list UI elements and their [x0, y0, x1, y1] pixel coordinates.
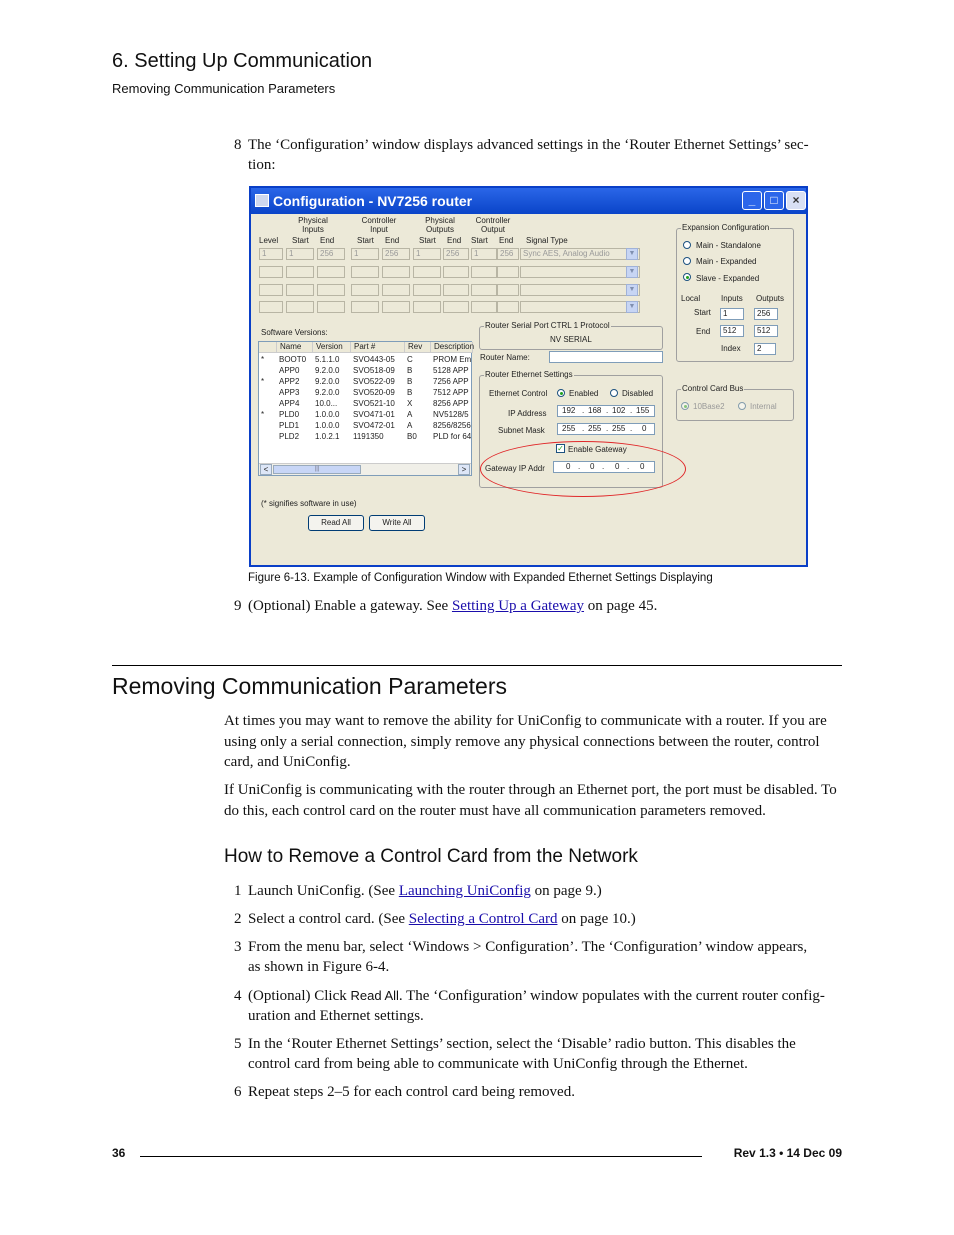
in-use-marker: * [261, 355, 265, 364]
table-cell: SVO518-09 [353, 366, 395, 375]
in-use-marker [259, 366, 277, 376]
table-cell: NV5128/5 [433, 410, 469, 419]
window-title: Configuration - NV7256 router [273, 193, 473, 209]
table-cell: 5128 APP [433, 366, 469, 375]
empty-field[interactable] [413, 266, 441, 278]
empty-field[interactable] [413, 284, 441, 296]
main-expanded-radio[interactable] [683, 257, 691, 265]
slave-expanded-radio[interactable] [683, 273, 691, 281]
empty-field[interactable] [351, 284, 379, 296]
enable-gateway-checkbox[interactable]: ✓ [557, 444, 564, 453]
selecting-control-card-link[interactable]: Selecting a Control Card [408, 911, 558, 927]
empty-field[interactable] [259, 266, 283, 278]
close-icon[interactable]: × [786, 191, 806, 210]
list-item: 2 Select a control card. (See Selecting a Control Card on page 10.) [234, 911, 636, 927]
phys-out-end-field[interactable]: 256 [443, 248, 469, 260]
list-item: 5 In the ‘Router Ethernet Settings’ section, select the ‘Disable’ radio button. This disables the control card from being able to communicate with UniConfig through the Ethernet. [234, 1036, 796, 1072]
list-item: 6 Repeat steps 2–5 for each control card being removed. [234, 1084, 575, 1100]
empty-field[interactable] [471, 284, 497, 296]
footer-rule [140, 1156, 702, 1157]
enabled-radio[interactable] [557, 389, 565, 397]
router-name-label: Router Name: [480, 353, 530, 362]
table-cell: 10.0... [315, 399, 338, 408]
router-name-input[interactable] [549, 351, 663, 363]
write-all-button[interactable]: Write All [369, 515, 425, 531]
section-title: Removing Communication Parameters [112, 673, 507, 699]
highlight-ellipse [480, 441, 686, 497]
in-use-marker: * [261, 410, 265, 419]
col-header-start: Start [357, 236, 374, 245]
table-cell: 1191350 [353, 432, 384, 441]
table-cell: A [407, 421, 413, 430]
empty-field[interactable] [286, 284, 314, 296]
col-group-controller-input: Controller Input [361, 216, 397, 234]
phys-in-start-field[interactable]: 1 [286, 248, 314, 260]
in-use-marker [259, 432, 277, 442]
table-cell: 1.0.2.1 [315, 432, 340, 441]
col-header-end: End [320, 236, 335, 245]
table-cell: PLD1 [279, 421, 300, 430]
empty-field[interactable] [382, 301, 410, 313]
software-note: (* signifies software in use) [261, 499, 357, 508]
table-cell: APP0 [279, 366, 300, 375]
setting-up-gateway-link[interactable]: Setting Up a Gateway [451, 598, 585, 614]
step-text: (Optional) Enable a gateway. See Setting Up a Gateway on page 45. [248, 598, 658, 614]
in-use-marker [259, 399, 277, 409]
col-group-physical-outputs: Physical Outputs [425, 216, 455, 234]
horizontal-scrollbar[interactable] [259, 463, 471, 475]
table-cell: 7512 APP [433, 388, 469, 397]
table-cell: PLD0 [279, 410, 300, 419]
empty-field[interactable] [382, 266, 410, 278]
empty-field[interactable] [286, 266, 314, 278]
table-header-star [259, 342, 277, 353]
ip-address-label: IP Address [508, 409, 547, 418]
configuration-window [249, 186, 808, 567]
table-cell: SVO521-10 [353, 399, 395, 408]
col-group-controller-output: Controller Output [475, 216, 511, 234]
table-cell: APP4 [279, 399, 300, 408]
main-standalone-radio[interactable] [683, 241, 691, 249]
table-cell: B [407, 366, 413, 375]
step-9 [234, 596, 844, 616]
empty-field[interactable] [317, 301, 345, 313]
empty-field[interactable] [351, 266, 379, 278]
table-cell: PROM Em [433, 355, 472, 364]
table-cell: SVO443-05 [353, 355, 395, 364]
table-cell: BOOT0 [279, 355, 307, 364]
ethernet-settings-group: Router Ethernet Settings [479, 375, 663, 488]
paragraph-2: If UniConfig is communicating with the router through an Ethernet port, the port must be disabled. To do this, each control card on the router must have all communication parameters removed. [224, 782, 837, 819]
col-header-start: Start [471, 236, 488, 245]
empty-field[interactable] [317, 284, 345, 296]
figure-caption: Figure 6-13. Example of Configuration Window with Expanded Ethernet Settings Displaying [248, 572, 713, 584]
start-outputs-field[interactable]: 256 [754, 308, 778, 320]
internal-radio[interactable] [738, 402, 746, 410]
revision-label: Rev 1.3 • 14 Dec 09 [733, 1146, 842, 1160]
read-all-button[interactable]: Read All [308, 515, 364, 531]
software-versions-label: Software Versions: [261, 328, 328, 337]
slave-expanded-label: Slave - Expanded [696, 274, 760, 283]
list-item: 1 Launch UniConfig. (See Launching UniConfig on page 9.) [234, 883, 602, 899]
table-cell: C [407, 355, 413, 364]
empty-field[interactable] [497, 284, 519, 296]
minimize-icon[interactable]: _ [742, 191, 762, 210]
end-inputs-field[interactable]: 512 [720, 325, 744, 337]
inputs-label: Inputs [721, 294, 743, 303]
empty-field[interactable] [443, 284, 469, 296]
empty-field[interactable] [382, 284, 410, 296]
table-cell: B [407, 377, 413, 386]
main-expanded-label: Main - Expanded [696, 257, 757, 266]
empty-select[interactable] [520, 284, 640, 296]
scroll-right-icon[interactable]: > [458, 464, 470, 475]
gateway-ip-input[interactable]: 0 . 0 . 0 . 0 [553, 461, 655, 473]
app-icon [255, 194, 269, 207]
step-number: 9 [234, 598, 242, 614]
in-use-marker: * [261, 377, 265, 386]
local-label: Local [681, 294, 701, 303]
index-label: Index [721, 344, 741, 353]
software-versions-table[interactable] [258, 341, 475, 476]
step-8 [234, 135, 844, 177]
enable-gateway-label: Enable Gateway [568, 445, 627, 454]
main-standalone-label: Main - Standalone [696, 241, 761, 250]
level-field[interactable]: 1 [259, 248, 283, 260]
table-cell: 5.1.1.0 [315, 355, 340, 364]
control-card-bus-group: Control Card Bus [676, 389, 794, 421]
phys-out-start-field[interactable]: 1 [413, 248, 441, 260]
end-label: End [696, 327, 711, 336]
in-use-marker [259, 421, 277, 431]
signal-type-select[interactable]: Sync AES, Analog Audio [520, 248, 640, 260]
table-header-name: Name [277, 342, 313, 353]
start-label: Start [694, 308, 711, 317]
table-cell: PLD2 [279, 432, 300, 441]
scroll-left-icon[interactable]: < [260, 464, 272, 475]
launching-uniconfig-link[interactable]: Launching UniConfig [398, 883, 531, 899]
empty-field[interactable] [286, 301, 314, 313]
empty-field[interactable] [497, 266, 519, 278]
table-header-description: Description [431, 342, 473, 353]
table-cell: B [407, 388, 413, 397]
serial-port-group: Router Serial Port CTRL 1 Protocol NV SERIAL [479, 326, 663, 350]
empty-field[interactable] [351, 301, 379, 313]
gateway-ip-label: Gateway IP Addr [485, 464, 545, 473]
table-header-version: Version [313, 342, 351, 353]
list-item: 4 (Optional) Click Read All. The ‘Configuration’ window populates with the current router config- uration and Ethernet settings. [234, 988, 825, 1024]
empty-select[interactable] [520, 301, 640, 313]
section-rule [112, 665, 842, 666]
table-cell: APP2 [279, 377, 300, 386]
phys-in-end-field[interactable]: 256 [317, 248, 345, 260]
empty-field[interactable] [471, 266, 497, 278]
outputs-label: Outputs [756, 294, 785, 303]
window-titlebar [251, 188, 806, 214]
internal-label: Internal [750, 402, 777, 411]
chevron-down-icon[interactable]: ▼ [626, 266, 638, 278]
maximize-icon[interactable]: □ [764, 191, 784, 210]
table-cell: SVO471-01 [353, 410, 395, 419]
table-cell: 9.2.0.0 [315, 366, 340, 375]
ethernet-control-label: Ethernet Control [489, 389, 548, 398]
table-cell: SVO522-09 [353, 377, 395, 386]
serial-protocol-value: NV SERIAL [550, 335, 592, 344]
table-cell: 9.2.0.0 [315, 377, 340, 386]
table-cell: 8256/8256 [433, 421, 471, 430]
table-header-rev: Rev [405, 342, 431, 353]
ip-address-input[interactable]: 192 . 168 . 102 . 155 [557, 405, 655, 417]
table-cell: APP3 [279, 388, 300, 397]
running-section-title: Removing Communication Parameters [112, 81, 336, 96]
col-header-signal-type: Signal Type [526, 236, 568, 245]
ctrl-in-start-field[interactable]: 1 [351, 248, 379, 260]
table-cell: A [407, 410, 413, 419]
chevron-down-icon[interactable]: ▼ [626, 301, 638, 313]
col-header-level: Level [259, 236, 279, 245]
ctrl-out-start-field[interactable]: 1 [471, 248, 497, 260]
table-cell: PLD for 64 [433, 432, 472, 441]
disabled-label: Disabled [622, 389, 654, 398]
empty-field[interactable] [443, 301, 469, 313]
page-number: 36 [112, 1146, 126, 1160]
step-number: 8 [234, 137, 242, 153]
10base2-radio[interactable] [681, 402, 689, 410]
table-cell: B0 [407, 432, 417, 441]
table-cell: 9.2.0.0 [315, 388, 340, 397]
table-cell: X [407, 399, 413, 408]
table-cell: 8256 APP [433, 399, 469, 408]
empty-field[interactable] [497, 301, 519, 313]
chevron-down-icon[interactable]: ▼ [626, 284, 638, 296]
col-header-end: End [447, 236, 462, 245]
col-group-physical-inputs: Physical Inputs [298, 216, 328, 234]
10base2-label: 10Base2 [693, 402, 725, 411]
table-cell: SVO520-09 [353, 388, 395, 397]
empty-field[interactable] [317, 266, 345, 278]
paragraph-1: At times you may want to remove the ability for UniConfig to communicate with a router. If you are using only a serial connection, simply remove any physical connections between the router, control card, and UniConfig. [224, 713, 827, 770]
empty-field[interactable] [413, 301, 441, 313]
expansion-config-group: Expansion Configuration [676, 228, 794, 362]
table-header-part: Part # [351, 342, 405, 353]
subnet-mask-input[interactable]: 255 . 255 . 255 . 0 [557, 423, 655, 435]
empty-field[interactable] [259, 301, 283, 313]
subsection-title: How to Remove a Control Card from the Network [224, 846, 638, 867]
empty-field[interactable] [259, 284, 283, 296]
empty-select[interactable] [520, 266, 640, 278]
step-text-line2: tion: [248, 157, 276, 173]
enabled-label: Enabled [569, 389, 599, 398]
list-item: 3 From the menu bar, select ‘Windows > Configuration’. The ‘Configuration’ window appears, as shown in Figure 6-4. [234, 939, 808, 975]
ctrl-in-end-field[interactable]: 256 [382, 248, 410, 260]
subnet-mask-label: Subnet Mask [498, 426, 545, 435]
ctrl-out-end-field[interactable]: 256 [497, 248, 519, 260]
step-text-line1: The ‘Configuration’ window displays advanced settings in the ‘Router Ethernet Settings’ sec- [248, 137, 809, 153]
table-cell: 7256 APP [433, 377, 469, 386]
chevron-down-icon[interactable]: ▼ [626, 248, 638, 260]
table-cell: 1.0.0.0 [315, 421, 340, 430]
disabled-radio[interactable] [610, 389, 618, 397]
start-inputs-field[interactable]: 1 [720, 308, 744, 320]
col-header-end: End [499, 236, 514, 245]
empty-field[interactable] [471, 301, 497, 313]
end-outputs-field[interactable]: 512 [754, 325, 778, 337]
col-header-start: Start [419, 236, 436, 245]
table-cell: SVO472-01 [353, 421, 395, 430]
col-header-end: End [385, 236, 400, 245]
table-cell: 1.0.0.0 [315, 410, 340, 419]
chapter-title: 6. Setting Up Communication [112, 50, 373, 72]
read-all-ui-label: Read All [350, 988, 399, 1003]
empty-field[interactable] [443, 266, 469, 278]
index-field[interactable]: 2 [754, 343, 776, 355]
col-header-start: Start [292, 236, 309, 245]
scroll-thumb[interactable]: ||| [273, 465, 361, 474]
in-use-marker [259, 388, 277, 398]
